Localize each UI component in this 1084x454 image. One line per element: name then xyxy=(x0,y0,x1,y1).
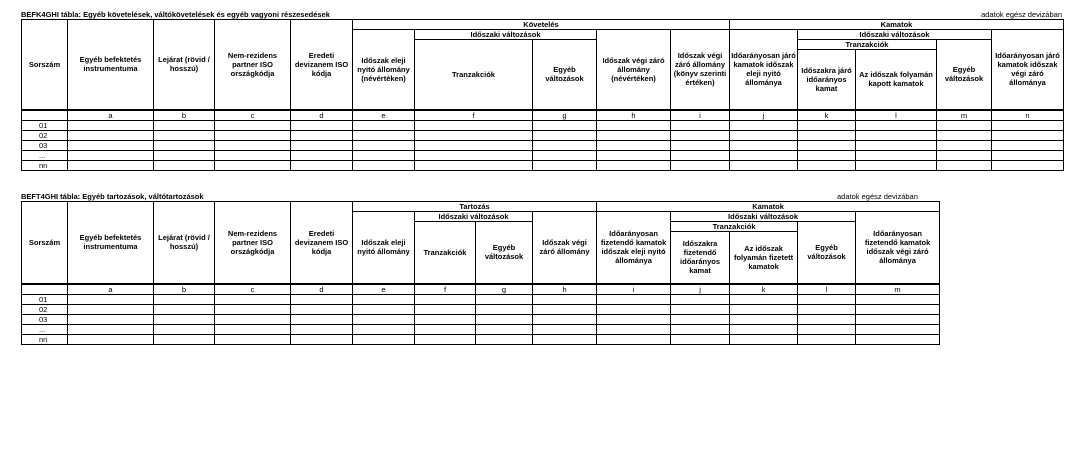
column-letter: l xyxy=(798,284,856,295)
table-cell[interactable] xyxy=(730,120,798,130)
table-cell[interactable] xyxy=(856,160,937,170)
header-liabilities-other-changes: Egyéb változások xyxy=(476,222,533,284)
table-cell[interactable] xyxy=(215,120,291,130)
table-cell[interactable] xyxy=(291,314,353,324)
table-cell[interactable] xyxy=(415,160,533,170)
header-maturity: Lejárat (rövid / hosszú) xyxy=(154,202,215,284)
table-cell[interactable] xyxy=(798,294,856,304)
header-interest-other-changes: Egyéb változások xyxy=(798,222,856,284)
table-cell[interactable] xyxy=(856,150,937,160)
table-cell[interactable] xyxy=(597,140,671,150)
row-number: 03 xyxy=(22,140,68,150)
table-cell[interactable] xyxy=(68,314,154,324)
column-letter: h xyxy=(597,110,671,121)
header-instrument: Egyéb befektetés instrumentuma xyxy=(68,202,154,284)
table-row xyxy=(22,314,940,324)
table-cell[interactable] xyxy=(671,294,730,304)
header-interest-opening: Időarányosan fizetendő kamatok időszak eleji nyitó állománya xyxy=(597,212,671,284)
row-number: ... xyxy=(22,150,68,160)
header-interest-opening: Időarányosan járó kamatok időszak eleji nyitó állománya xyxy=(730,30,798,110)
column-letter: b xyxy=(154,110,215,121)
table-cell[interactable] xyxy=(533,324,597,334)
header-currency: Eredeti devizanem ISO kódja xyxy=(291,20,353,110)
table-cell[interactable] xyxy=(856,120,937,130)
column-letter: c xyxy=(215,284,291,295)
table-cell[interactable] xyxy=(992,150,1064,160)
table-cell[interactable] xyxy=(291,160,353,170)
header-liabilities-period-changes: Időszaki változások xyxy=(415,212,533,222)
table-cell[interactable] xyxy=(533,140,597,150)
header-interest-paid: Az időszak folyamán fizetett kamatok xyxy=(730,232,798,284)
table-cell[interactable] xyxy=(798,130,856,140)
header-interest-period-changes: Időszaki változások xyxy=(798,30,992,40)
header-liabilities-group: Tartozás xyxy=(353,202,597,212)
table-cell[interactable] xyxy=(798,120,856,130)
column-letter: g xyxy=(533,110,597,121)
table-cell[interactable] xyxy=(937,150,992,160)
header-claims-transactions: Tranzakciók xyxy=(415,40,533,110)
table-cell[interactable] xyxy=(597,160,671,170)
column-letter: d xyxy=(291,110,353,121)
table-cell[interactable] xyxy=(671,334,730,344)
table-cell[interactable] xyxy=(856,140,937,150)
column-letter: f xyxy=(415,110,533,121)
table-cell[interactable] xyxy=(533,304,597,314)
table-cell[interactable] xyxy=(856,130,937,140)
row-number: 03 xyxy=(22,314,68,324)
table-cell[interactable] xyxy=(597,120,671,130)
table-cell[interactable] xyxy=(856,324,940,334)
table-cell[interactable] xyxy=(992,140,1064,150)
table-cell[interactable] xyxy=(730,294,798,304)
table-cell[interactable] xyxy=(154,334,215,344)
table1-title: BEFK4GHI tábla: Egyéb követelések, váltókövetelések és egyéb vagyoni részesedések xyxy=(21,10,330,19)
column-letter: a xyxy=(68,284,154,295)
table-cell[interactable] xyxy=(671,314,730,324)
table-cell[interactable] xyxy=(353,294,415,304)
header-claims-period-changes: Időszaki változások xyxy=(415,30,597,40)
table-cell[interactable] xyxy=(215,334,291,344)
table-cell[interactable] xyxy=(856,304,940,314)
table-cell[interactable] xyxy=(68,334,154,344)
table-cell[interactable] xyxy=(415,324,476,334)
column-letter: f xyxy=(415,284,476,295)
column-letter: c xyxy=(215,110,291,121)
table-cell[interactable] xyxy=(291,294,353,304)
table-cell[interactable] xyxy=(215,314,291,324)
table-cell[interactable] xyxy=(798,304,856,314)
table-cell[interactable] xyxy=(353,130,415,140)
table-cell[interactable] xyxy=(353,160,415,170)
table-row xyxy=(22,324,940,334)
header-interest-accrued: Időszakra járó időarányos kamat xyxy=(798,50,856,110)
table-cell[interactable] xyxy=(730,130,798,140)
column-letter: b xyxy=(154,284,215,295)
table-cell[interactable] xyxy=(415,294,476,304)
column-letter: j xyxy=(730,110,798,121)
table-cell[interactable] xyxy=(597,294,671,304)
table-cell[interactable] xyxy=(415,140,533,150)
header-interest-group: Kamatok xyxy=(597,202,940,212)
table-row xyxy=(22,304,940,314)
header-maturity: Lejárat (rövid / hosszú) xyxy=(154,20,215,110)
column-letter: n xyxy=(992,110,1064,121)
table-cell[interactable] xyxy=(476,324,533,334)
table-cell[interactable] xyxy=(533,130,597,140)
table1-claims xyxy=(21,19,1064,171)
table-cell[interactable] xyxy=(533,160,597,170)
table-cell[interactable] xyxy=(597,324,671,334)
table-cell[interactable] xyxy=(154,304,215,314)
table-cell[interactable] xyxy=(730,324,798,334)
header-currency: Eredeti devizanem ISO kódja xyxy=(291,202,353,284)
table-cell[interactable] xyxy=(415,334,476,344)
table-cell[interactable] xyxy=(992,160,1064,170)
table-cell[interactable] xyxy=(937,160,992,170)
table-cell[interactable] xyxy=(597,314,671,324)
row-number: 02 xyxy=(22,130,68,140)
table-cell[interactable] xyxy=(856,334,940,344)
row-number: 01 xyxy=(22,120,68,130)
row-number: 01 xyxy=(22,294,68,304)
column-letter: k xyxy=(730,284,798,295)
table-cell[interactable] xyxy=(415,314,476,324)
table-cell[interactable] xyxy=(476,294,533,304)
table-cell[interactable] xyxy=(533,334,597,344)
table-cell[interactable] xyxy=(215,324,291,334)
header-sorszam: Sorszám xyxy=(22,202,68,284)
table-cell[interactable] xyxy=(415,304,476,314)
table-cell[interactable] xyxy=(597,334,671,344)
table-cell[interactable] xyxy=(798,150,856,160)
table-cell[interactable] xyxy=(798,334,856,344)
header-interest-group: Kamatok xyxy=(730,20,1064,30)
table-cell[interactable] xyxy=(215,140,291,150)
header-interest-accrued: Időszakra fizetendő időarányos kamat xyxy=(671,232,730,284)
column-letter: d xyxy=(291,284,353,295)
table-cell[interactable] xyxy=(671,130,730,140)
table-cell[interactable] xyxy=(215,130,291,140)
table-cell[interactable] xyxy=(215,150,291,160)
table-cell[interactable] xyxy=(353,150,415,160)
header-interest-closing: Időarányosan járó kamatok időszak végi záró állománya xyxy=(992,30,1064,110)
table-cell[interactable] xyxy=(937,130,992,140)
table-cell[interactable] xyxy=(937,140,992,150)
column-letter: l xyxy=(856,110,937,121)
row-number: nn xyxy=(22,160,68,170)
table-cell[interactable] xyxy=(215,294,291,304)
table-cell[interactable] xyxy=(671,150,730,160)
table-cell[interactable] xyxy=(215,304,291,314)
table-cell[interactable] xyxy=(476,314,533,324)
table-cell[interactable] xyxy=(476,334,533,344)
table-cell[interactable] xyxy=(730,160,798,170)
table-cell[interactable] xyxy=(291,140,353,150)
table-row xyxy=(22,294,940,304)
table-cell[interactable] xyxy=(992,130,1064,140)
header-interest-closing: Időarányosan fizetendő kamatok időszak végi záró állománya xyxy=(856,212,940,284)
table-cell[interactable] xyxy=(597,304,671,314)
column-letter: i xyxy=(597,284,671,295)
table-cell[interactable] xyxy=(476,304,533,314)
table-cell[interactable] xyxy=(68,150,154,160)
row-number: ... xyxy=(22,324,68,334)
table-cell[interactable] xyxy=(291,304,353,314)
table-cell[interactable] xyxy=(353,324,415,334)
table-cell[interactable] xyxy=(533,120,597,130)
table-cell[interactable] xyxy=(730,334,798,344)
table2-unit-note: adatok egész devizában xyxy=(837,192,918,201)
table-cell[interactable] xyxy=(353,140,415,150)
table-cell[interactable] xyxy=(353,314,415,324)
row-number: 02 xyxy=(22,304,68,314)
table-cell[interactable] xyxy=(730,304,798,314)
table-cell[interactable] xyxy=(415,150,533,160)
column-letter-blank xyxy=(22,110,68,121)
table-cell[interactable] xyxy=(68,294,154,304)
table1-unit-note: adatok egész devizában xyxy=(981,10,1062,19)
table-cell[interactable] xyxy=(154,140,215,150)
column-letter: m xyxy=(937,110,992,121)
table-cell[interactable] xyxy=(798,140,856,150)
table-cell[interactable] xyxy=(671,120,730,130)
table-cell[interactable] xyxy=(533,294,597,304)
table-cell[interactable] xyxy=(671,324,730,334)
table-cell[interactable] xyxy=(68,304,154,314)
table-cell[interactable] xyxy=(415,130,533,140)
header-interest-transactions: Tranzakciók xyxy=(798,40,937,50)
header-claims-other-changes: Egyéb változások xyxy=(533,40,597,110)
table-row xyxy=(22,160,1064,170)
table-cell[interactable] xyxy=(730,314,798,324)
table2-liabilities xyxy=(21,201,940,345)
header-claims-closing-book: Időszak végi záró állomány (könyv szerinti értéken) xyxy=(671,30,730,110)
column-letter: i xyxy=(671,110,730,121)
table-cell[interactable] xyxy=(730,140,798,150)
table-cell[interactable] xyxy=(291,120,353,130)
table-cell[interactable] xyxy=(154,150,215,160)
table-cell[interactable] xyxy=(68,140,154,150)
table-cell[interactable] xyxy=(215,160,291,170)
table-cell[interactable] xyxy=(415,120,533,130)
header-interest-other-changes: Egyéb változások xyxy=(937,40,992,110)
column-letter: k xyxy=(798,110,856,121)
header-partner-country: Nem-rezidens partner ISO országkódja xyxy=(215,202,291,284)
column-letter: a xyxy=(68,110,154,121)
table-cell[interactable] xyxy=(937,120,992,130)
table-cell[interactable] xyxy=(856,294,940,304)
header-claims-opening: Időszak eleji nyitó állomány (névértéken) xyxy=(353,30,415,110)
table-row xyxy=(22,120,1064,130)
header-partner-country: Nem-rezidens partner ISO országkódja xyxy=(215,20,291,110)
header-claims-closing-nominal: Időszak végi záró állomány (névértéken) xyxy=(597,30,671,110)
table-cell[interactable] xyxy=(798,324,856,334)
table-cell[interactable] xyxy=(154,160,215,170)
table-cell[interactable] xyxy=(856,314,940,324)
table-cell[interactable] xyxy=(671,140,730,150)
header-instrument: Egyéb befektetés instrumentuma xyxy=(68,20,154,110)
row-number: nn xyxy=(22,334,68,344)
header-interest-period-changes: Időszaki változások xyxy=(671,212,856,222)
table-cell[interactable] xyxy=(730,150,798,160)
column-letter: j xyxy=(671,284,730,295)
table-cell[interactable] xyxy=(353,304,415,314)
table-cell[interactable] xyxy=(68,324,154,334)
column-letter-blank xyxy=(22,284,68,295)
table-cell[interactable] xyxy=(68,120,154,130)
table-cell[interactable] xyxy=(353,120,415,130)
table-row xyxy=(22,334,940,344)
table-cell[interactable] xyxy=(154,324,215,334)
header-interest-received: Az időszak folyamán kapott kamatok xyxy=(856,50,937,110)
table-cell[interactable] xyxy=(597,130,671,140)
table-row xyxy=(22,130,1064,140)
table-cell[interactable] xyxy=(291,334,353,344)
table-cell[interactable] xyxy=(291,324,353,334)
table-cell[interactable] xyxy=(154,120,215,130)
table-cell[interactable] xyxy=(533,150,597,160)
table-row xyxy=(22,150,1064,160)
table-cell[interactable] xyxy=(597,150,671,160)
column-letter: e xyxy=(353,110,415,121)
table-cell[interactable] xyxy=(154,294,215,304)
header-sorszam: Sorszám xyxy=(22,20,68,110)
table-cell[interactable] xyxy=(154,130,215,140)
table-cell[interactable] xyxy=(671,160,730,170)
column-letter: e xyxy=(353,284,415,295)
column-letter: h xyxy=(533,284,597,295)
header-liabilities-opening: Időszak eleji nyitó állomány xyxy=(353,212,415,284)
table-cell[interactable] xyxy=(291,130,353,140)
table-cell[interactable] xyxy=(671,304,730,314)
header-liabilities-closing: Időszak végi záró állomány xyxy=(533,212,597,284)
table-cell[interactable] xyxy=(533,314,597,324)
table-cell[interactable] xyxy=(798,314,856,324)
column-letter: g xyxy=(476,284,533,295)
table-cell[interactable] xyxy=(798,160,856,170)
header-interest-transactions: Tranzakciók xyxy=(671,222,798,232)
table2-title: BEFT4GHI tábla: Egyéb tartozások, váltótartozások xyxy=(21,192,204,201)
column-letter: m xyxy=(856,284,940,295)
header-liabilities-transactions: Tranzakciók xyxy=(415,222,476,284)
header-claims-group: Követelés xyxy=(353,20,730,30)
table-row xyxy=(22,140,1064,150)
table-cell[interactable] xyxy=(353,334,415,344)
table-cell[interactable] xyxy=(291,150,353,160)
table-cell[interactable] xyxy=(992,120,1064,130)
table-cell[interactable] xyxy=(68,160,154,170)
table-cell[interactable] xyxy=(154,314,215,324)
table-cell[interactable] xyxy=(68,130,154,140)
